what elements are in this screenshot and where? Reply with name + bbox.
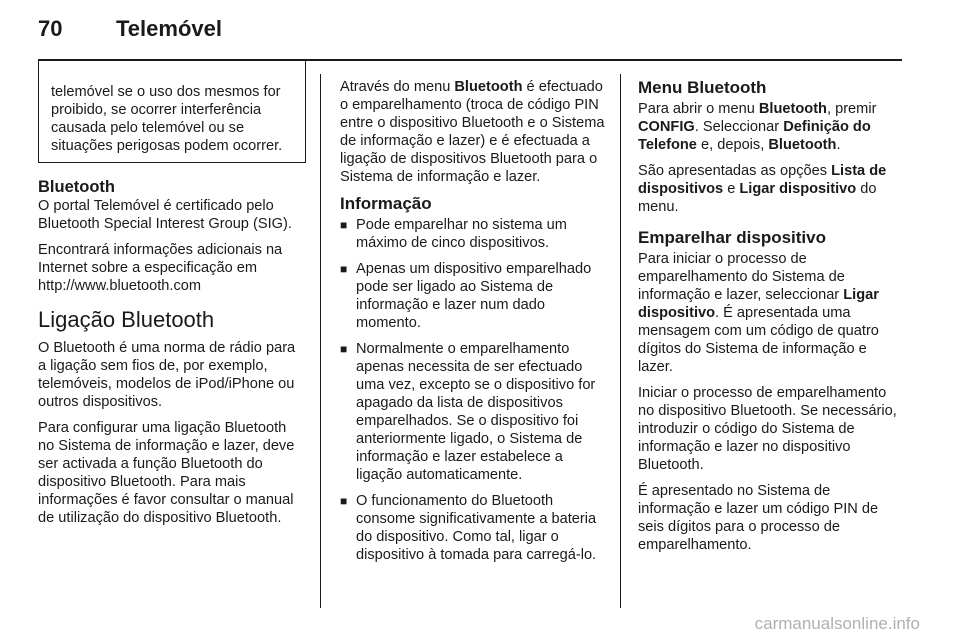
page-number: 70 bbox=[38, 16, 63, 41]
column-divider-1 bbox=[320, 74, 321, 608]
bluetooth-menu-paragraph-2: São apresentadas as opções Lista de dispositivos e Ligar dispositivo do menu. bbox=[638, 163, 887, 215]
pair-paragraph-1: Para iniciar o processo de emparelhamento do Sistema de informação e lazer, seleccionar Ligar dispositivo. É apresentada uma mensagem com um código de quatro dígitos do Sistema de informação e lazer. bbox=[638, 251, 879, 375]
watermark: carmanualsonline.info bbox=[754, 614, 920, 633]
bluetooth-menu-paragraph-1: Para abrir o menu Bluetooth, premir CONFIG. Seleccionar Definição do Telefone e, depois, Bluetooth. bbox=[638, 101, 877, 153]
bluetooth-menu-intro: Através do menu Bluetooth é efectuado o emparelhamento (troca de código PIN entre o dispositivo Bluetooth e o Sistema de informação e lazer) e é efectuada a ligação de dispositivos Bluetooth para o Sistema de informação e lazer. bbox=[340, 79, 605, 185]
list-item: ■ O funcionamento do Bluetooth consome significativamente a bateria do dispositivo. Como tal, ligar o dispositivo à tomada para carregá-lo. bbox=[340, 492, 606, 564]
column-2 bbox=[340, 78, 606, 572]
bluetooth-paragraph-2: Encontrará informações adicionais na Internet sobre a especificação em http://www.bluetooth.com bbox=[38, 242, 283, 294]
page-title: Telemóvel bbox=[116, 16, 222, 41]
bluetooth-heading: Bluetooth bbox=[38, 178, 115, 196]
note-box bbox=[38, 61, 306, 163]
pair-paragraph-3: É apresentado no Sistema de informação e lazer um código PIN de seis dígitos para o processo de emparelhamento. bbox=[638, 483, 879, 553]
note-text: telemóvel se o uso dos mesmos for proibido, se ocorrer interferência causada pelo telemóvel ou se situações perigosas podem ocorrer. bbox=[51, 84, 283, 154]
list-item: ■ Normalmente o emparelhamento apenas necessita de ser efectuado uma vez, excepto se o dispositivo for apagado da lista de dispositivos emparelhados. Se o dispositivo foi anteriormente ligado, o Sistema de informação e lazer estabelece a ligação automaticamente. bbox=[340, 340, 606, 484]
info-heading: Informação bbox=[340, 194, 432, 213]
list-item: ■ Pode emparelhar no sistema um máximo de cinco dispositivos. bbox=[340, 216, 606, 252]
list-item: ■ Apenas um dispositivo emparelhado pode ser ligado ao Sistema de informação e lazer num dado momento. bbox=[340, 260, 606, 332]
column-divider-2 bbox=[620, 74, 621, 608]
column-3 bbox=[638, 78, 904, 562]
column-1 bbox=[38, 61, 306, 535]
info-list bbox=[340, 216, 606, 564]
connection-heading: Ligação Bluetooth bbox=[38, 307, 215, 332]
bluetooth-paragraph-1: O portal Telemóvel é certificado pelo Bluetooth Special Interest Group (SIG). bbox=[38, 198, 292, 232]
connection-paragraph-2: Para configurar uma ligação Bluetooth no Sistema de informação e lazer, deve ser activada a função Bluetooth do dispositivo Bluetooth. Para mais informações é favor consultar o manual de utilização do dispositivo Bluetooth. bbox=[38, 420, 295, 526]
connection-paragraph-1: O Bluetooth é uma norma de rádio para a ligação sem fios de, por exemplo, telemóveis, modelos de iPod/iPhone ou outros dispositivos. bbox=[38, 340, 296, 410]
bluetooth-menu-heading: Menu Bluetooth bbox=[638, 78, 767, 97]
pair-paragraph-2: Iniciar o processo de emparelhamento no dispositivo Bluetooth. Se necessário, introduzir o código do Sistema de informação e lazer no dispositivo Bluetooth. bbox=[638, 385, 897, 473]
pair-device-heading: Emparelhar dispositivo bbox=[638, 228, 826, 247]
